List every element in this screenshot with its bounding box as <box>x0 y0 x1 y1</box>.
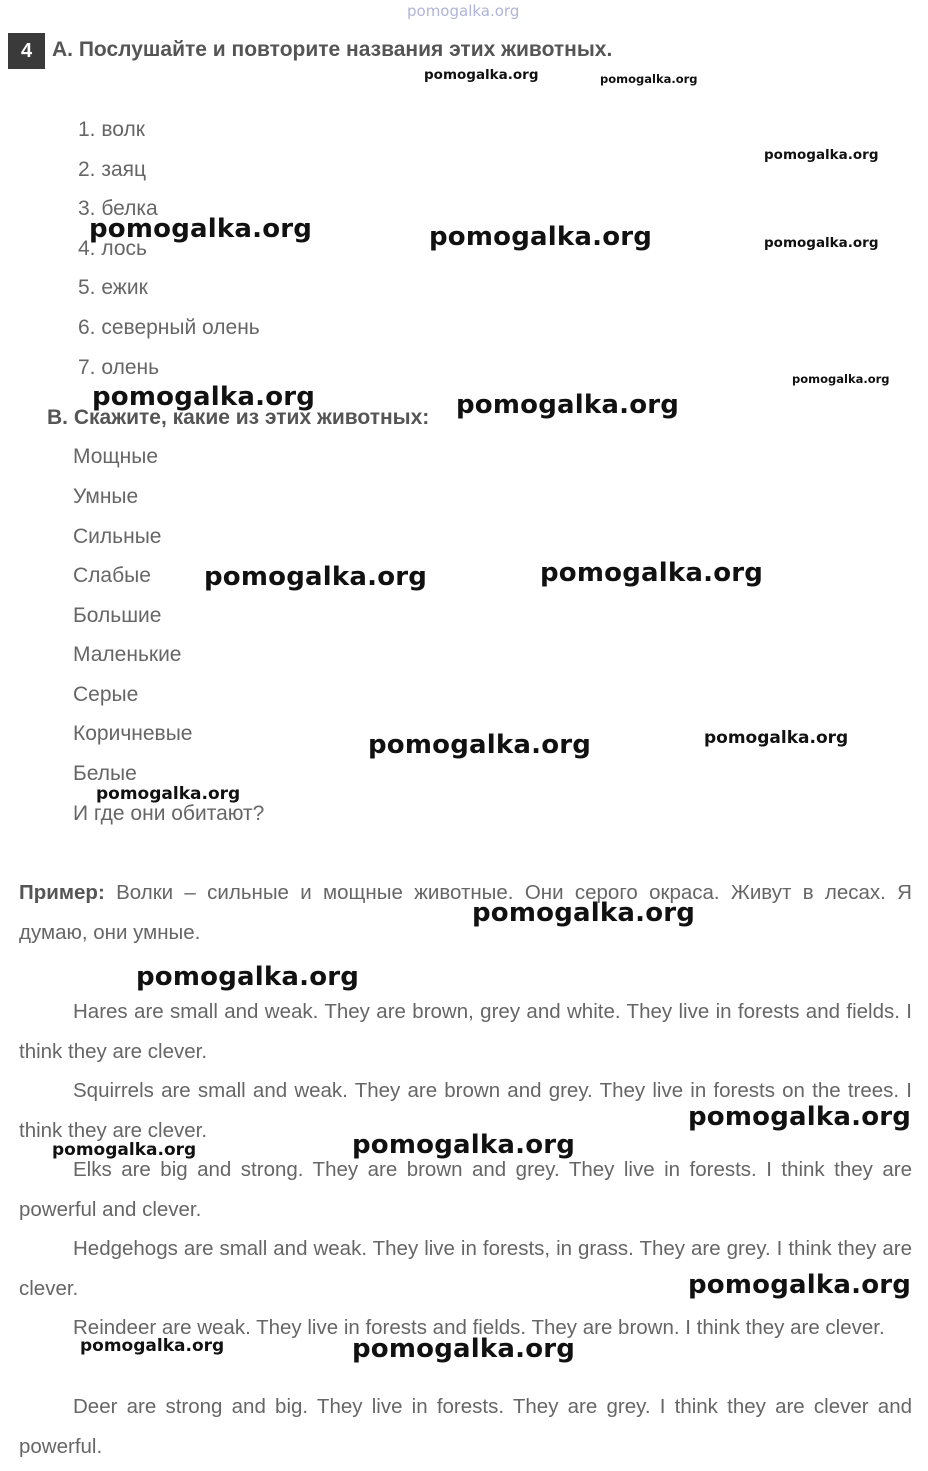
example-text: Волки – сильные и мощные животные. Они серого окраса. Живут в лесах. Я думаю, они умные. <box>19 881 912 944</box>
animal-item-1: 1. волк <box>78 118 145 141</box>
watermark: pomogalka.org <box>456 390 680 420</box>
adjective-item: Слабые <box>73 564 151 587</box>
part-a-heading: A. Послушайте и повторите названия этих животных. <box>52 38 613 61</box>
animal-item-5: 5. ежик <box>78 276 148 299</box>
exercise-number-badge: 4 <box>8 33 45 69</box>
answer-squirrels: Squirrels are small and weak. They are brown and grey. They live in forests on the trees. I think they are clever. <box>19 1079 912 1142</box>
watermark: pomogalka.org <box>764 235 879 251</box>
watermark: pomogalka.org <box>92 382 316 412</box>
watermark: pomogalka.org <box>424 67 539 83</box>
watermark: pomogalka.org <box>429 222 653 252</box>
part-b-heading: B. Скажите, какие из этих животных: <box>47 406 430 429</box>
answer-elks: Elks are big and strong. They are brown and grey. They live in forests. I think they are powerful and clever. <box>19 1158 912 1221</box>
watermark: pomogalka.org <box>688 1270 912 1300</box>
watermark: pomogalka.org <box>792 372 890 386</box>
answer-deer: Deer are strong and big. They live in forests. They are grey. I think they are clever and powerful. <box>19 1395 912 1458</box>
animal-item-6: 6. северный олень <box>78 316 260 339</box>
adjective-item: Сильные <box>73 525 162 548</box>
watermark: pomogalka.org <box>352 1334 576 1364</box>
watermark: pomogalka.org <box>688 1102 912 1132</box>
animal-item-2: 2. заяц <box>78 158 147 181</box>
adjective-item: Мощные <box>73 445 159 468</box>
answer-hedgehogs: Hedgehogs are small and weak. They live in forests, in grass. They are grey. I think they are clever. <box>19 1237 912 1300</box>
adjective-item: Большие <box>73 604 162 627</box>
example-label: Пример: <box>19 881 105 904</box>
watermark: pomogalka.org <box>136 962 360 992</box>
adjective-item: Белые <box>73 762 137 785</box>
animal-item-4: 4. лось <box>78 237 147 260</box>
watermark: pomogalka.org <box>96 784 241 804</box>
example-paragraph <box>19 873 912 952</box>
watermark: pomogalka.org <box>764 147 879 163</box>
answer-hares: Hares are small and weak. They are brown, grey and white. They live in forests and fields. I think they are clever. <box>19 1000 912 1063</box>
watermark: pomogalka.org <box>600 72 698 86</box>
watermark: pomogalka.org <box>204 562 428 592</box>
adjective-item: Коричневые <box>73 722 193 745</box>
watermark: pomogalka.org <box>52 1140 197 1160</box>
watermark: pomogalka.org <box>540 558 764 588</box>
watermark: pomogalka.org <box>352 1130 576 1160</box>
watermark: pomogalka.org <box>89 214 313 244</box>
adjective-item: Умные <box>73 485 139 508</box>
watermark: pomogalka.org <box>368 730 592 760</box>
watermark: pomogalka.org <box>472 898 696 928</box>
animal-item-3: 3. белка <box>78 197 158 220</box>
animal-item-7: 7. олень <box>78 356 160 379</box>
answer-reindeer: Reindeer are weak. They live in forests and fields. They are brown. I think they are clever. <box>73 1316 885 1339</box>
adjective-item: Серые <box>73 683 139 706</box>
watermark: pomogalka.org <box>80 1336 225 1356</box>
watermark: pomogalka.org <box>407 2 520 20</box>
adjective-item: Маленькие <box>73 643 182 666</box>
watermark: pomogalka.org <box>704 728 849 748</box>
habitat-question: И где они обитают? <box>73 802 265 825</box>
